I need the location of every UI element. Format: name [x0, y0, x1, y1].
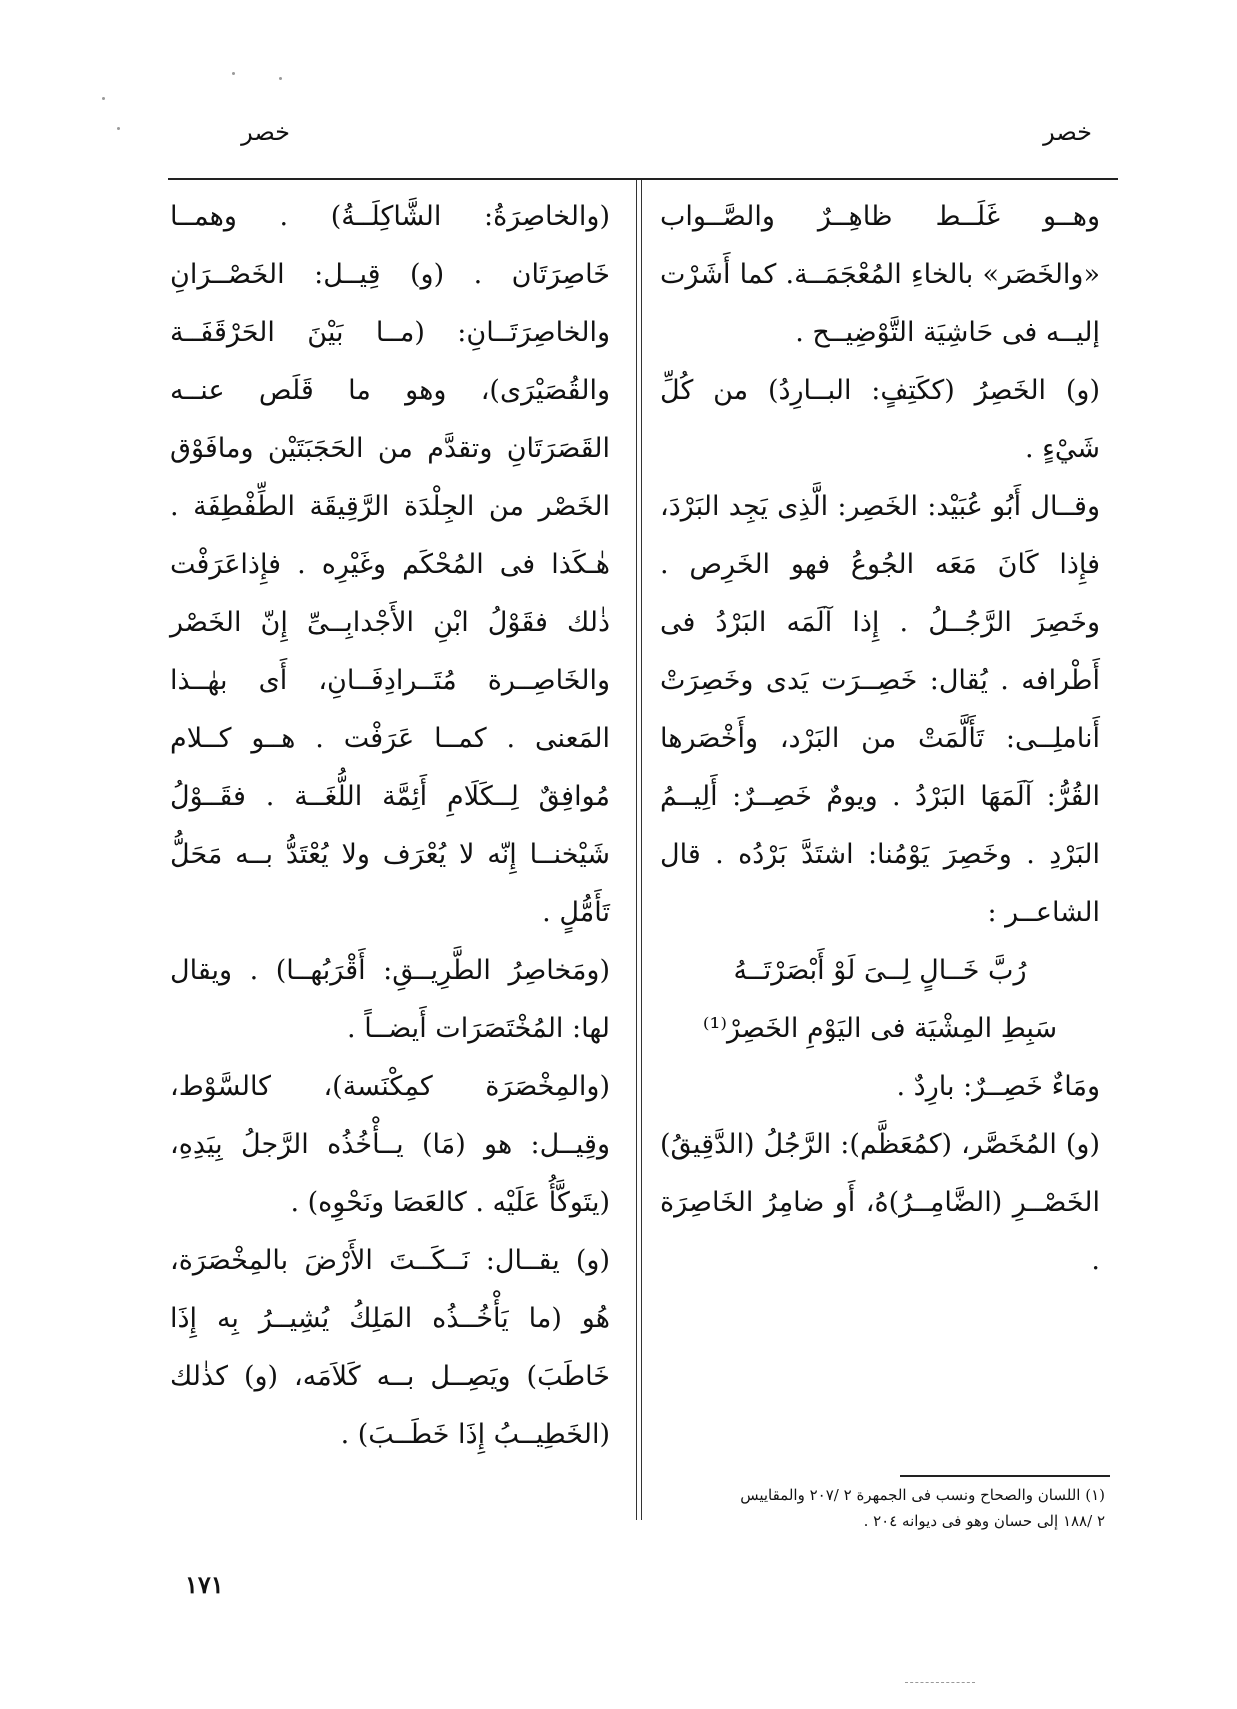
footnote	[660, 1482, 1105, 1534]
verse-line: سَبِطِ المِشْيَة فى اليَوْمِ الخَصِرْ⁽¹⁾	[702, 1013, 1058, 1044]
scan-speck	[117, 127, 120, 130]
scan-speck	[232, 72, 235, 75]
left-column	[170, 188, 610, 1464]
footnote-line: ٢ /١٨٨ إلى حسان وهو فى ديوانه ٢٠٤ .	[863, 1512, 1105, 1530]
paragraph: وقــال أَبُو عُبَيْد: الخَصِر: الَّذِى يَجِد البَرْدَ، فإِذا كَانَ مَعَه الجُوعُ فهو الخَرِص . وخَصِرَ الرَّجُــلُ . إِذا آلَمَه البَرْدُ فى أَطْرافه . يُقال: خَصِــرَت يَدى وخَصِرَتْ أَناملِــى: تَأَلَّمَتْ من البَرْد، وأَخْصَرها القُرُّ: آلَمَهَا البَرْدُ . ويومٌ خَصِــرٌ: أَلِيــمُ البَرْدِ . وخَصِرَ يَوْمُنا: اشتَدَّ بَرْدُه . قال الشاعــر :	[660, 491, 1100, 928]
column-divider	[636, 180, 637, 1520]
paragraph: (و) المُخَصَّر، (كمُعَظَّم): الرَّجُلُ (الدَّقِيقُ) الخَصْــرِ (الضَّامِــرُ)هُ، أَو ضامِرُ الخَاصِرَة .	[660, 1129, 1100, 1276]
paragraph: (و) يقــال: نَــكَــتَ الأَرْضَ بالمِخْصَرَة، هُو (ما يَأْخُــذُه المَلِكُ يُشِيــرُ بِه إِذَا خَاطَبَ) ويَصِــل بــه كَلاَمَه، (و) كذٰلك (الخَطِيــبُ إِذَا خَطَــبَ) .	[170, 1245, 610, 1450]
page-number: ١٧١	[185, 1570, 224, 1599]
verse-line: رُبَّ خَــالٍ لِــىَ لَوْ أَبْصَرْتَــهُ	[733, 955, 1027, 986]
paragraph: (ومَخاصِرُ الطَّرِيــقِ: أَقْرَبُهــا) . ويقال لها: المُخْتَصَرَات أَيضــاً .	[170, 955, 610, 1044]
footnote-line: (١) اللسان والصحاح ونسب فى الجمهرة ٢ /٢٠٧ والمقاييس	[740, 1486, 1105, 1504]
running-header-left: خصر	[241, 118, 290, 146]
scan-speck	[279, 77, 282, 80]
footnote-rule	[900, 1475, 1110, 1477]
paragraph: (والخاصِرَةُ: الشَّاكِلَــةُ) . وهمــا خَاصِرَتَان . (و) قِيــل: الخَصْــرَانِ والخاصِرَتَــانِ: (مــا بَيْنَ الحَرْقَفَــة والقُصَيْرَى)، وهو ما قَلَص عنــه القَصَرَتَانِ وتقدَّم من الحَجَبَتَيْن ومافَوْق الخَصْر من الجِلْدَة الرَّقِيقَة الطِّفْطِفَة . هٰـكَذا فى المُحْكَم وغَيْرِه . فإِذاعَرَفْت ذٰلك فقَوْلُ ابْنِ الأَجْدابِــىِّ إِنّ الخَصْر والخَاصِــرة مُتَــرادِفَــانِ، أَى بهٰــذا المَعنى . كمــا عَرَفْت . هــو كــلام مُوافِقٌ لِــكَلَامِ أَئِمَّة اللُّغَــة . فقَــوْلُ شَيْخنــا إِنّه لا يُعْرَف ولا يُعْتَدُّ بــه مَحَلُّ تَأَمُّلٍ .	[170, 201, 610, 928]
right-column	[660, 188, 1100, 1290]
paragraph: (والمِخْصَرَة كمِكْنَسة)، كالسَّوْط، وقِيــل: هو (مَا) يــأْخُذُه الرَّجلُ بِيَدِهِ، (يتَوكَّأُ عَلَيْه . كالعَصَا ونَحْوِه) .	[170, 1071, 610, 1218]
scan-mark	[905, 1682, 975, 1683]
paragraph: (و) الخَصِرُ (ككَتِفٍ: البــارِدُ) من كُلِّ شَيْءٍ .	[660, 375, 1100, 464]
running-header-right: خصر	[1043, 118, 1092, 146]
column-divider	[641, 180, 642, 1520]
scan-speck	[102, 97, 105, 100]
header-rule	[168, 178, 1118, 180]
paragraph: وهــو غَلَــط ظاهِــرٌ والصَّــواب «والخَصَر» بالخاءِ المُعْجَمَــة. كما أَشَرْت إليــه فى حَاشِيَة التَّوْضِيــح .	[660, 201, 1100, 348]
paragraph: ومَاءٌ خَصِــرٌ: بارِدٌ .	[896, 1071, 1100, 1102]
